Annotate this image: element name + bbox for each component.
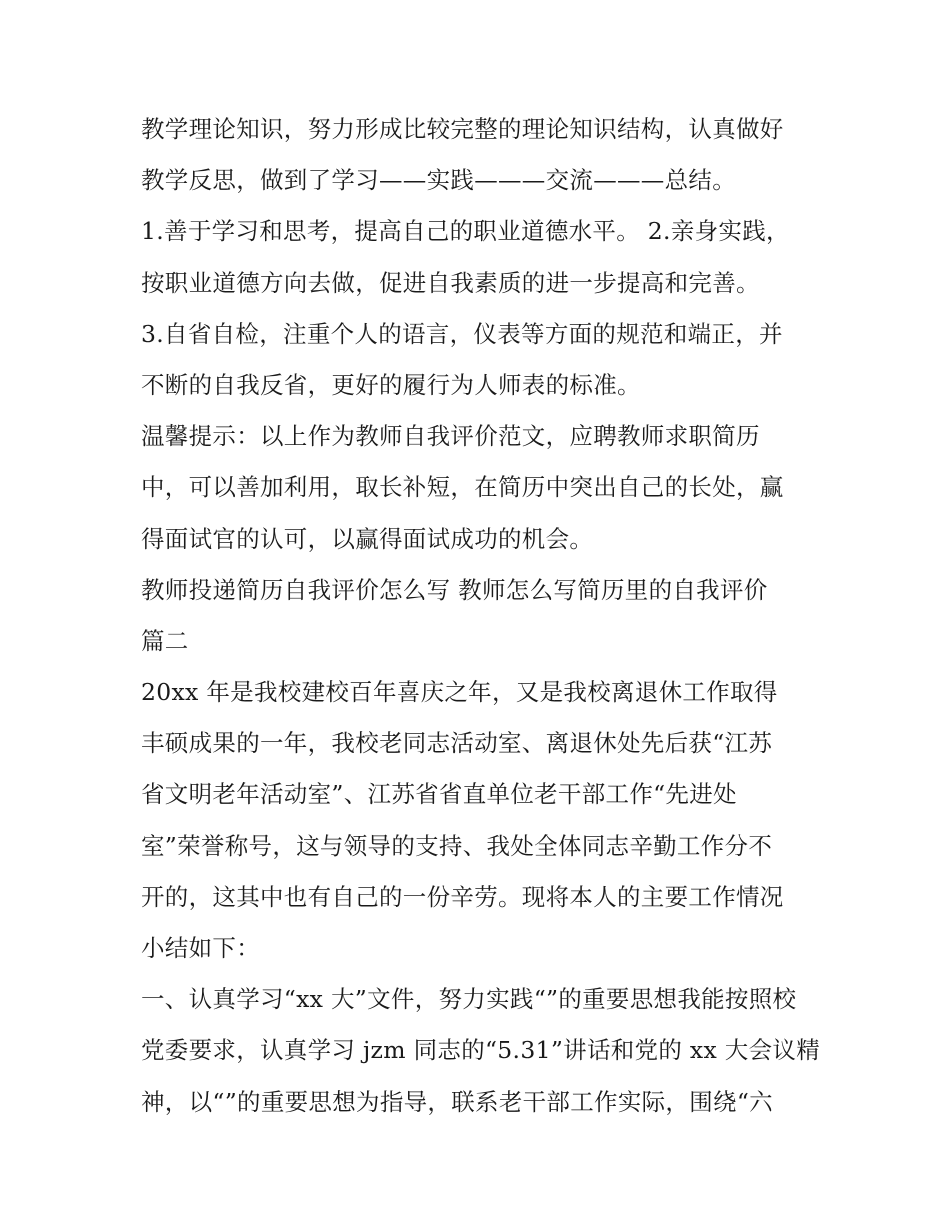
text-line: 教学反思，做到了学习——实践———交流———总结。 xyxy=(141,166,736,195)
section-heading: 教师投递简历自我评价怎么写 教师怎么写简历里的自我评价 xyxy=(141,575,768,604)
text-line: 省文明老年活动室”、江苏省省直单位老干部工作“先进处 xyxy=(141,780,737,809)
document-body xyxy=(141,104,831,1128)
text-line: 党委要求，认真学习 jzm 同志的“5.31”讲话和党的 xx 大会议精 xyxy=(141,1036,820,1065)
text-line: 丰硕成果的一年，我校老同志活动室、离退休处先后获“江苏 xyxy=(141,729,773,758)
text-line: 温馨提示：以上作为教师自我评价范文，应聘教师求职简历 xyxy=(141,422,760,451)
text-line: 开的，这其中也有自己的一份辛劳。现将本人的主要工作情况 xyxy=(141,882,784,911)
text-line: 神，以“”的重要思想为指导，联系老干部工作实际，围绕“六 xyxy=(141,1087,773,1116)
section-heading-suffix: 篇二 xyxy=(141,626,189,655)
text-line: 小结如下： xyxy=(141,934,260,962)
text-line: 1.善于学习和思考，提高自己的职业道德水平。 2.亲身实践， xyxy=(141,217,790,246)
text-line: 20xx 年是我校建校百年喜庆之年，又是我校离退休工作取得 xyxy=(141,678,778,707)
text-line: 一、认真学习“xx 大”文件，努力实践“”的重要思想我能按照校 xyxy=(141,985,797,1014)
text-line: 室”荣誉称号，这与领导的支持、我处全体同志辛勤工作分不 xyxy=(141,831,773,860)
text-line: 3.自省自检，注重个人的语言，仪表等方面的规范和端正，并 xyxy=(141,319,783,348)
text-line: 按职业道德方向去做，促进自我素质的进一步提高和完善。 xyxy=(141,268,760,297)
text-line: 不断的自我反省，更好的履行为人师表的标准。 xyxy=(141,370,641,399)
text-line: 中，可以善加利用，取长补短，在简历中突出自己的长处，赢 xyxy=(141,473,784,502)
text-line: 教学理论知识，努力形成比较完整的理论知识结构，认真做好 xyxy=(141,115,784,143)
text-line: 得面试官的认可，以赢得面试成功的机会。 xyxy=(141,524,594,553)
